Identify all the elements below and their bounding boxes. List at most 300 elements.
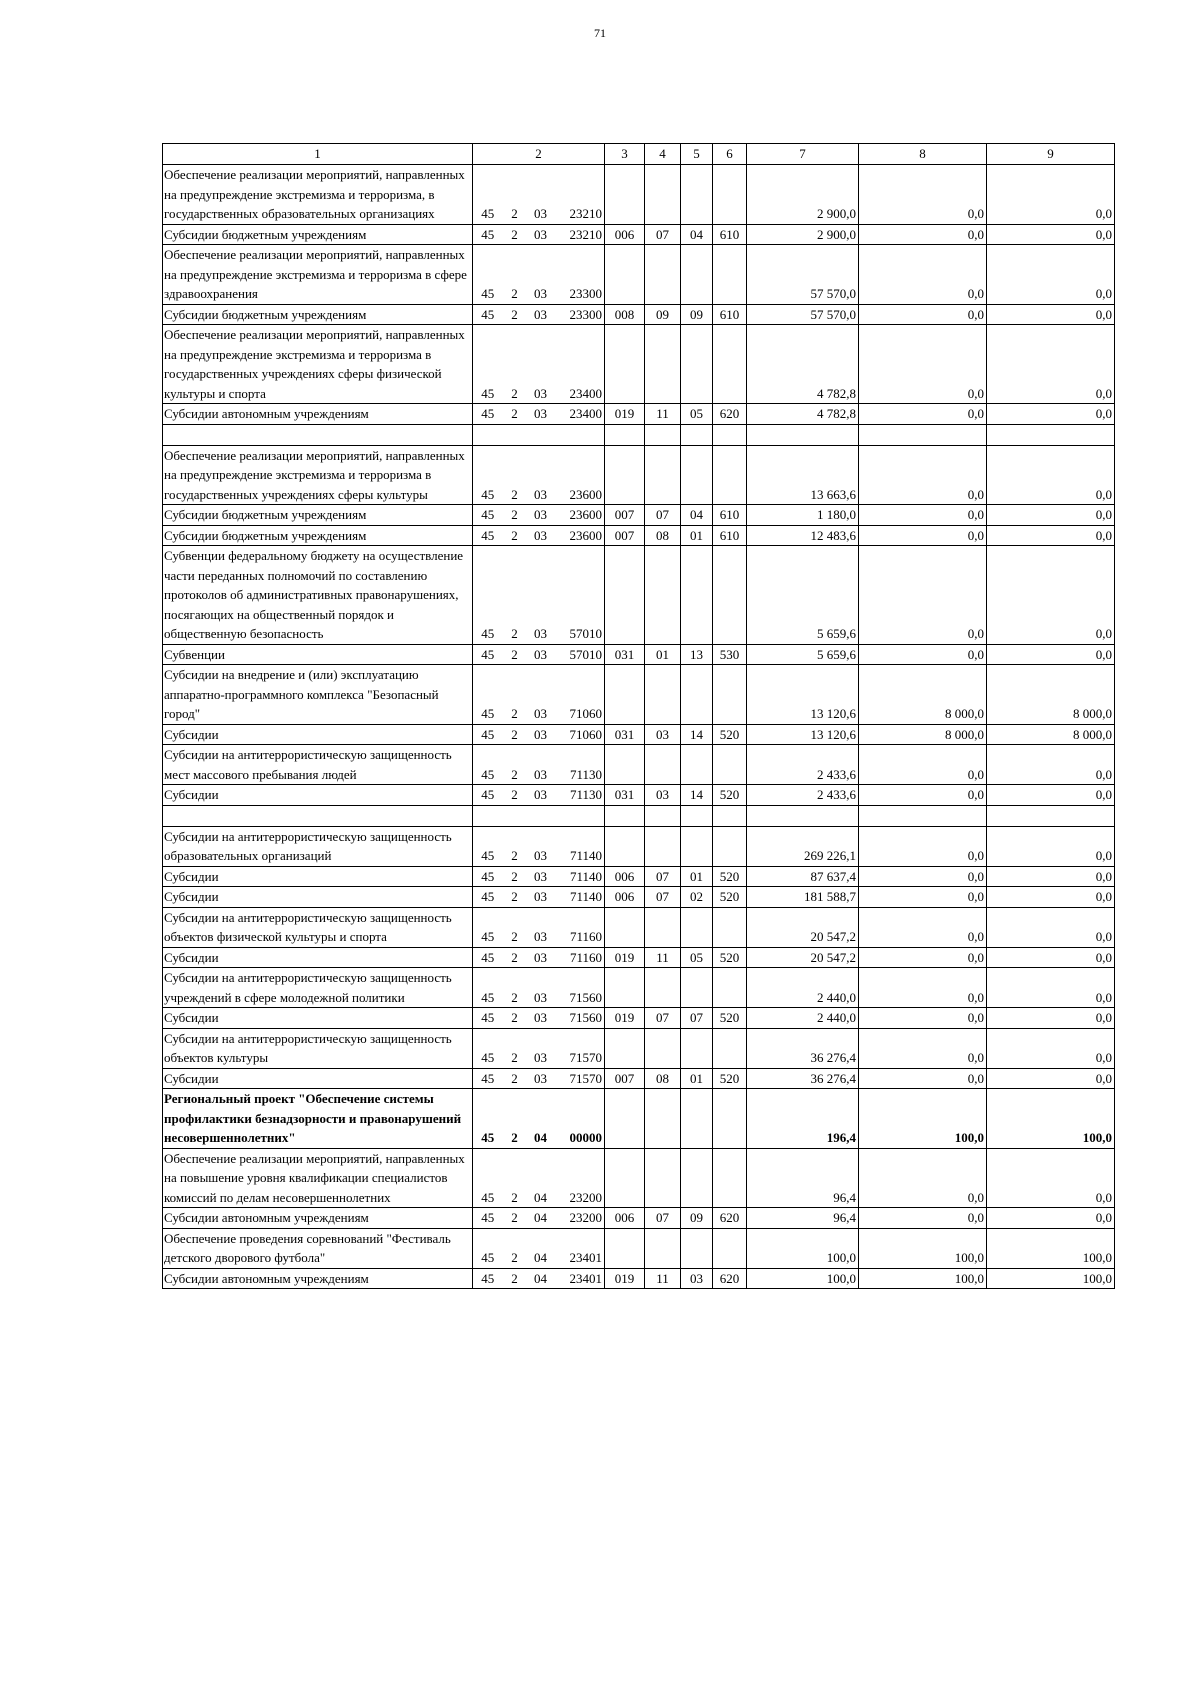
spacer-cell — [645, 424, 681, 445]
code-program: 45 — [473, 525, 503, 546]
code-program: 45 — [473, 968, 503, 1008]
amount-col-9: 100,0 — [987, 1089, 1115, 1149]
table-row — [163, 1228, 1115, 1268]
table-row — [163, 1028, 1115, 1068]
amount-col-8: 0,0 — [859, 1008, 987, 1029]
spacer-cell — [503, 424, 527, 445]
code-subsection — [681, 665, 713, 725]
amount-col-8: 0,0 — [859, 907, 987, 947]
spacer-cell — [713, 805, 747, 826]
amount-col-8: 8 000,0 — [859, 724, 987, 745]
spacer-cell — [605, 805, 645, 826]
table-row — [163, 445, 1115, 505]
row-name: Субсидии — [163, 1008, 473, 1029]
page-number: 71 — [594, 26, 606, 40]
spacer-cell — [713, 424, 747, 445]
code-subprogram: 2 — [503, 165, 527, 225]
code-section — [645, 968, 681, 1008]
code-ministry: 007 — [605, 525, 645, 546]
code-program: 45 — [473, 165, 503, 225]
code-program: 45 — [473, 445, 503, 505]
row-name: Субсидии — [163, 785, 473, 806]
code-program: 45 — [473, 1068, 503, 1089]
row-name: Субсидии на антитеррористическую защищенность мест массового пребывания людей — [163, 745, 473, 785]
code-direction: 23300 — [555, 245, 605, 305]
code-direction: 71560 — [555, 968, 605, 1008]
code-ministry: 008 — [605, 304, 645, 325]
amount-col-8: 100,0 — [859, 1228, 987, 1268]
row-name: Субсидии — [163, 887, 473, 908]
row-name: Региональный проект "Обеспечение системы профилактики безнадзорности и правонарушений несовершеннолетних" — [163, 1089, 473, 1149]
code-program: 45 — [473, 907, 503, 947]
code-ministry: 019 — [605, 1008, 645, 1029]
amount-col-9: 0,0 — [987, 546, 1115, 645]
row-name: Субсидии — [163, 1068, 473, 1089]
code-subsection — [681, 165, 713, 225]
code-subsection — [681, 325, 713, 404]
table-row — [163, 1089, 1115, 1149]
code-subprogram: 2 — [503, 826, 527, 866]
code-direction: 23401 — [555, 1268, 605, 1289]
code-section: 11 — [645, 1268, 681, 1289]
row-name: Обеспечение реализации мероприятий, направленных на повышение уровня квалификации специалистов комиссий по делам несовершеннолетних — [163, 1148, 473, 1208]
code-section — [645, 826, 681, 866]
code-event: 03 — [527, 245, 555, 305]
code-direction: 71140 — [555, 866, 605, 887]
code-direction: 71130 — [555, 785, 605, 806]
code-subprogram: 2 — [503, 546, 527, 645]
code-subsection — [681, 445, 713, 505]
amount-col-9: 8 000,0 — [987, 724, 1115, 745]
code-direction: 71570 — [555, 1028, 605, 1068]
amount-col-8: 0,0 — [859, 1148, 987, 1208]
code-ministry: 007 — [605, 1068, 645, 1089]
code-subsection: 14 — [681, 785, 713, 806]
code-ministry: 019 — [605, 947, 645, 968]
code-ministry — [605, 546, 645, 645]
amount-col-8: 0,0 — [859, 505, 987, 526]
code-ministry — [605, 1089, 645, 1149]
row-name: Субсидии бюджетным учреждениям — [163, 505, 473, 526]
code-event: 03 — [527, 1068, 555, 1089]
code-program: 45 — [473, 947, 503, 968]
code-expense-type: 620 — [713, 404, 747, 425]
code-expense-type — [713, 665, 747, 725]
code-program: 45 — [473, 644, 503, 665]
row-name: Субсидии на антитеррористическую защищенность объектов физической культуры и спорта — [163, 907, 473, 947]
code-subsection: 03 — [681, 1268, 713, 1289]
code-program: 45 — [473, 505, 503, 526]
code-program: 45 — [473, 887, 503, 908]
code-section: 07 — [645, 1008, 681, 1029]
header-col-9: 9 — [987, 144, 1115, 165]
code-subprogram: 2 — [503, 1228, 527, 1268]
code-ministry: 006 — [605, 866, 645, 887]
code-expense-type — [713, 745, 747, 785]
code-event: 03 — [527, 404, 555, 425]
header-col-2: 2 — [473, 144, 605, 165]
code-ministry: 019 — [605, 404, 645, 425]
code-subprogram: 2 — [503, 1208, 527, 1229]
code-expense-type — [713, 1089, 747, 1149]
code-subprogram: 2 — [503, 224, 527, 245]
table-row — [163, 1268, 1115, 1289]
amount-col-9: 0,0 — [987, 644, 1115, 665]
code-section — [645, 165, 681, 225]
code-ministry: 007 — [605, 505, 645, 526]
code-ministry — [605, 1028, 645, 1068]
code-subprogram: 2 — [503, 1089, 527, 1149]
code-event: 03 — [527, 785, 555, 806]
code-expense-type: 530 — [713, 644, 747, 665]
amount-col-7: 2 440,0 — [747, 968, 859, 1008]
amount-col-8: 0,0 — [859, 304, 987, 325]
code-section — [645, 665, 681, 725]
amount-col-7: 1 180,0 — [747, 505, 859, 526]
amount-col-8: 0,0 — [859, 866, 987, 887]
header-col-7: 7 — [747, 144, 859, 165]
header-col-8: 8 — [859, 144, 987, 165]
amount-col-7: 87 637,4 — [747, 866, 859, 887]
row-name: Субсидии автономным учреждениям — [163, 404, 473, 425]
code-direction: 71570 — [555, 1068, 605, 1089]
code-expense-type: 610 — [713, 505, 747, 526]
code-program: 45 — [473, 745, 503, 785]
amount-col-9: 0,0 — [987, 968, 1115, 1008]
code-subsection: 05 — [681, 947, 713, 968]
code-direction: 71140 — [555, 826, 605, 866]
code-subprogram: 2 — [503, 525, 527, 546]
table-row — [163, 644, 1115, 665]
code-section — [645, 1028, 681, 1068]
code-expense-type — [713, 1148, 747, 1208]
amount-col-7: 5 659,6 — [747, 644, 859, 665]
code-expense-type — [713, 907, 747, 947]
amount-col-7: 100,0 — [747, 1268, 859, 1289]
table-body — [163, 165, 1115, 1289]
amount-col-8: 0,0 — [859, 445, 987, 505]
code-direction: 57010 — [555, 546, 605, 645]
spacer-cell — [645, 805, 681, 826]
amount-col-9: 0,0 — [987, 445, 1115, 505]
code-direction: 71140 — [555, 887, 605, 908]
code-event: 03 — [527, 947, 555, 968]
code-ministry — [605, 907, 645, 947]
code-subsection — [681, 546, 713, 645]
amount-col-8: 100,0 — [859, 1268, 987, 1289]
code-subprogram: 2 — [503, 644, 527, 665]
spacer-cell — [555, 424, 605, 445]
amount-col-9: 0,0 — [987, 866, 1115, 887]
amount-col-7: 36 276,4 — [747, 1028, 859, 1068]
code-expense-type: 520 — [713, 724, 747, 745]
code-direction: 23600 — [555, 445, 605, 505]
row-name: Субсидии автономным учреждениям — [163, 1208, 473, 1229]
code-subprogram: 2 — [503, 866, 527, 887]
code-event: 03 — [527, 745, 555, 785]
amount-col-8: 0,0 — [859, 245, 987, 305]
code-subsection: 04 — [681, 505, 713, 526]
row-name: Субсидии на антитеррористическую защищенность объектов культуры — [163, 1028, 473, 1068]
code-program: 45 — [473, 866, 503, 887]
code-expense-type — [713, 245, 747, 305]
amount-col-8: 0,0 — [859, 546, 987, 645]
amount-col-9: 0,0 — [987, 1028, 1115, 1068]
code-subsection — [681, 745, 713, 785]
amount-col-7: 13 120,6 — [747, 724, 859, 745]
amount-col-9: 100,0 — [987, 1268, 1115, 1289]
code-ministry: 006 — [605, 1208, 645, 1229]
amount-col-8: 8 000,0 — [859, 665, 987, 725]
code-program: 45 — [473, 1268, 503, 1289]
code-direction: 23400 — [555, 404, 605, 425]
code-event: 03 — [527, 325, 555, 404]
amount-col-7: 5 659,6 — [747, 546, 859, 645]
code-event: 03 — [527, 1008, 555, 1029]
code-event: 04 — [527, 1148, 555, 1208]
amount-col-9: 0,0 — [987, 1008, 1115, 1029]
code-ministry — [605, 245, 645, 305]
amount-col-7: 20 547,2 — [747, 947, 859, 968]
amount-col-7: 100,0 — [747, 1228, 859, 1268]
code-program: 45 — [473, 245, 503, 305]
code-expense-type: 520 — [713, 947, 747, 968]
amount-col-7: 20 547,2 — [747, 907, 859, 947]
code-expense-type — [713, 325, 747, 404]
header-col-3: 3 — [605, 144, 645, 165]
amount-col-8: 0,0 — [859, 525, 987, 546]
row-name: Субсидии бюджетным учреждениям — [163, 525, 473, 546]
amount-col-9: 0,0 — [987, 505, 1115, 526]
code-subsection — [681, 907, 713, 947]
code-event: 04 — [527, 1208, 555, 1229]
code-event: 03 — [527, 1028, 555, 1068]
code-ministry: 031 — [605, 785, 645, 806]
amount-col-9: 0,0 — [987, 745, 1115, 785]
table-row — [163, 325, 1115, 404]
code-program: 45 — [473, 1089, 503, 1149]
spacer-cell — [747, 805, 859, 826]
amount-col-7: 96,4 — [747, 1208, 859, 1229]
code-ministry — [605, 1228, 645, 1268]
spacer-row — [163, 805, 1115, 826]
code-expense-type: 610 — [713, 304, 747, 325]
spacer-row — [163, 424, 1115, 445]
code-subsection: 05 — [681, 404, 713, 425]
code-subsection — [681, 1028, 713, 1068]
code-event: 03 — [527, 644, 555, 665]
code-event: 03 — [527, 165, 555, 225]
table-row — [163, 1008, 1115, 1029]
code-subsection: 01 — [681, 866, 713, 887]
row-name: Субсидии бюджетным учреждениям — [163, 224, 473, 245]
table-row — [163, 785, 1115, 806]
code-direction: 71160 — [555, 947, 605, 968]
amount-col-8: 0,0 — [859, 745, 987, 785]
code-event: 03 — [527, 505, 555, 526]
code-event: 03 — [527, 968, 555, 1008]
code-event: 03 — [527, 546, 555, 645]
code-expense-type: 520 — [713, 887, 747, 908]
code-section — [645, 1148, 681, 1208]
code-direction: 00000 — [555, 1089, 605, 1149]
code-ministry — [605, 445, 645, 505]
code-subprogram: 2 — [503, 404, 527, 425]
code-subprogram: 2 — [503, 1028, 527, 1068]
code-section: 03 — [645, 785, 681, 806]
code-subprogram: 2 — [503, 245, 527, 305]
amount-col-8: 0,0 — [859, 1028, 987, 1068]
code-subprogram: 2 — [503, 505, 527, 526]
amount-col-7: 2 900,0 — [747, 224, 859, 245]
row-name: Субсидии — [163, 947, 473, 968]
amount-col-9: 0,0 — [987, 304, 1115, 325]
code-program: 45 — [473, 1228, 503, 1268]
code-direction: 23401 — [555, 1228, 605, 1268]
table-row — [163, 826, 1115, 866]
amount-col-9: 0,0 — [987, 907, 1115, 947]
code-section — [645, 1089, 681, 1149]
code-subprogram: 2 — [503, 887, 527, 908]
code-program: 45 — [473, 546, 503, 645]
amount-col-7: 4 782,8 — [747, 404, 859, 425]
code-subprogram: 2 — [503, 1268, 527, 1289]
code-ministry: 006 — [605, 887, 645, 908]
amount-col-7: 36 276,4 — [747, 1068, 859, 1089]
code-section: 11 — [645, 947, 681, 968]
code-event: 03 — [527, 826, 555, 866]
code-subsection — [681, 1148, 713, 1208]
code-ministry — [605, 745, 645, 785]
code-section — [645, 1228, 681, 1268]
code-subsection: 01 — [681, 1068, 713, 1089]
code-direction: 23600 — [555, 505, 605, 526]
table-row — [163, 745, 1115, 785]
row-name: Субсидии — [163, 866, 473, 887]
amount-col-7: 269 226,1 — [747, 826, 859, 866]
code-ministry: 031 — [605, 644, 645, 665]
code-ministry — [605, 1148, 645, 1208]
amount-col-9: 0,0 — [987, 887, 1115, 908]
code-direction: 71060 — [555, 724, 605, 745]
amount-col-8: 0,0 — [859, 968, 987, 1008]
code-section — [645, 325, 681, 404]
table-row — [163, 546, 1115, 645]
code-event: 03 — [527, 304, 555, 325]
spacer-cell — [163, 805, 473, 826]
code-section: 07 — [645, 224, 681, 245]
amount-col-7: 2 440,0 — [747, 1008, 859, 1029]
code-ministry — [605, 968, 645, 1008]
code-section: 07 — [645, 1208, 681, 1229]
table-row — [163, 947, 1115, 968]
code-subprogram: 2 — [503, 665, 527, 725]
code-expense-type: 520 — [713, 1008, 747, 1029]
code-section: 08 — [645, 1068, 681, 1089]
code-program: 45 — [473, 724, 503, 745]
code-subsection — [681, 826, 713, 866]
amount-col-8: 0,0 — [859, 644, 987, 665]
code-expense-type: 620 — [713, 1208, 747, 1229]
code-program: 45 — [473, 1028, 503, 1068]
amount-col-9: 0,0 — [987, 947, 1115, 968]
amount-col-8: 0,0 — [859, 1208, 987, 1229]
code-expense-type — [713, 826, 747, 866]
header-col-4: 4 — [645, 144, 681, 165]
code-direction: 23210 — [555, 224, 605, 245]
amount-col-8: 0,0 — [859, 165, 987, 225]
spacer-cell — [163, 424, 473, 445]
table-row — [163, 404, 1115, 425]
code-expense-type — [713, 1028, 747, 1068]
code-program: 45 — [473, 1148, 503, 1208]
code-ministry — [605, 165, 645, 225]
table-row — [163, 1208, 1115, 1229]
code-expense-type: 610 — [713, 525, 747, 546]
code-expense-type: 620 — [713, 1268, 747, 1289]
header-col-5: 5 — [681, 144, 713, 165]
code-program: 45 — [473, 304, 503, 325]
spacer-cell — [527, 805, 555, 826]
amount-col-8: 0,0 — [859, 1068, 987, 1089]
amount-col-9: 0,0 — [987, 165, 1115, 225]
amount-col-7: 2 433,6 — [747, 785, 859, 806]
row-name: Субсидии на внедрение и (или) эксплуатацию аппаратно-программного комплекса "Безопасный город" — [163, 665, 473, 725]
code-subprogram: 2 — [503, 907, 527, 947]
code-program: 45 — [473, 404, 503, 425]
code-direction: 23600 — [555, 525, 605, 546]
amount-col-9: 0,0 — [987, 525, 1115, 546]
amount-col-9: 0,0 — [987, 404, 1115, 425]
amount-col-8: 0,0 — [859, 887, 987, 908]
code-direction: 23400 — [555, 325, 605, 404]
code-section — [645, 546, 681, 645]
code-subsection: 13 — [681, 644, 713, 665]
code-subsection: 09 — [681, 304, 713, 325]
code-section — [645, 907, 681, 947]
spacer-cell — [527, 424, 555, 445]
amount-col-8: 0,0 — [859, 224, 987, 245]
spacer-cell — [987, 424, 1115, 445]
table-row — [163, 1148, 1115, 1208]
code-event: 04 — [527, 1268, 555, 1289]
spacer-cell — [605, 424, 645, 445]
table-row — [163, 907, 1115, 947]
code-event: 03 — [527, 224, 555, 245]
code-section: 11 — [645, 404, 681, 425]
amount-col-8: 100,0 — [859, 1089, 987, 1149]
code-section: 03 — [645, 724, 681, 745]
code-section: 07 — [645, 866, 681, 887]
code-expense-type — [713, 546, 747, 645]
code-ministry: 006 — [605, 224, 645, 245]
code-ministry — [605, 826, 645, 866]
code-program: 45 — [473, 325, 503, 404]
amount-col-9: 0,0 — [987, 245, 1115, 305]
code-program: 45 — [473, 1208, 503, 1229]
code-direction: 57010 — [555, 644, 605, 665]
row-name: Субвенции — [163, 644, 473, 665]
amount-col-9: 0,0 — [987, 826, 1115, 866]
code-direction: 23200 — [555, 1208, 605, 1229]
code-expense-type: 520 — [713, 866, 747, 887]
code-event: 03 — [527, 665, 555, 725]
code-subprogram: 2 — [503, 445, 527, 505]
amount-col-8: 0,0 — [859, 947, 987, 968]
table-row — [163, 505, 1115, 526]
amount-col-7: 12 483,6 — [747, 525, 859, 546]
code-subprogram: 2 — [503, 745, 527, 785]
